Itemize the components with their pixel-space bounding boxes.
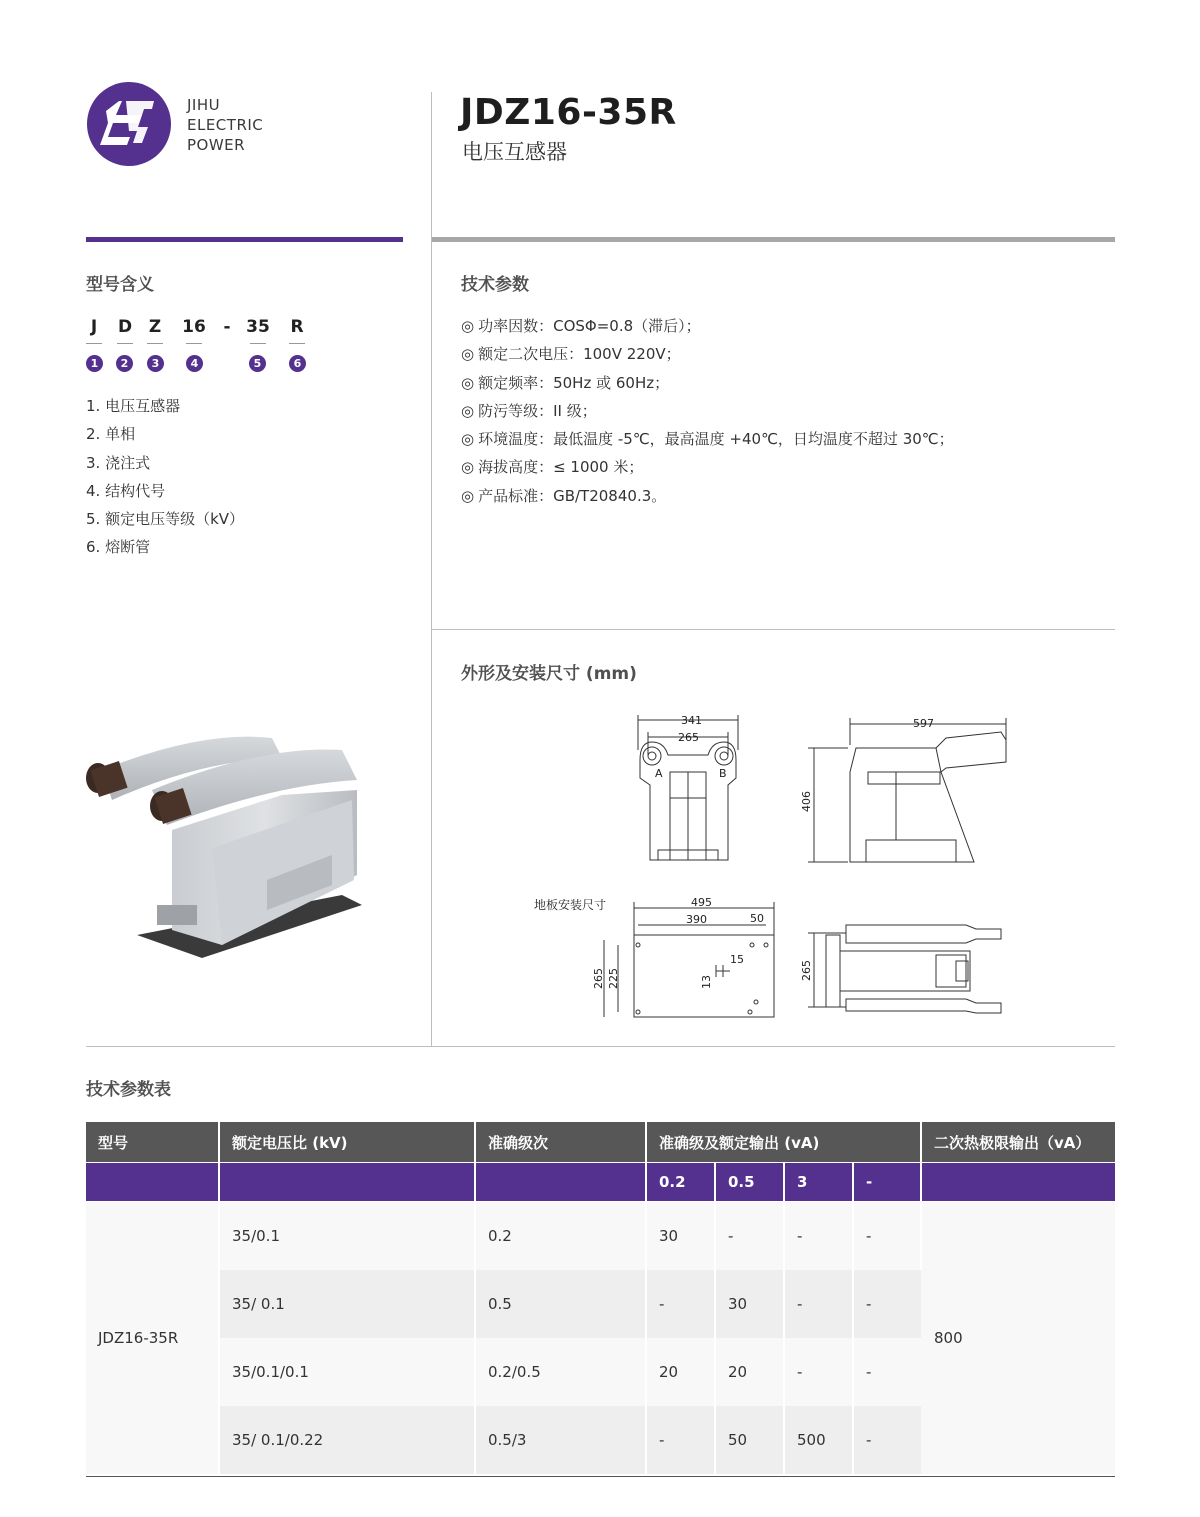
param-text: 额定频率：50Hz 或 60Hz； bbox=[478, 373, 670, 392]
code-tick bbox=[289, 343, 305, 344]
header-ratio: 额定电压比 (kV) bbox=[219, 1122, 475, 1163]
cell-thermal: 800 bbox=[921, 1202, 1115, 1475]
model-meaning-list bbox=[86, 395, 244, 565]
dim-side-height: 406 bbox=[800, 791, 813, 812]
brand-logo bbox=[86, 81, 172, 167]
subheader-0-2: 0.2 bbox=[646, 1163, 715, 1202]
cell-output: - bbox=[853, 1406, 921, 1474]
dim-floor-height: 265 bbox=[592, 968, 605, 989]
cell-class: 0.2 bbox=[475, 1202, 646, 1271]
cell-ratio: 35/0.1/0.1 bbox=[219, 1338, 475, 1406]
code-letter-6: R bbox=[290, 317, 304, 337]
table-header-row bbox=[86, 1122, 1115, 1163]
cell-output: - bbox=[853, 1338, 921, 1406]
cell-class: 0.2/0.5 bbox=[475, 1338, 646, 1406]
param-item bbox=[461, 315, 954, 343]
dim-front-inner: 265 bbox=[678, 731, 699, 744]
cell-ratio: 35/ 0.1 bbox=[219, 1270, 475, 1338]
product-photo bbox=[82, 730, 367, 965]
code-tick bbox=[186, 343, 202, 344]
section-divider bbox=[86, 1046, 1115, 1047]
code-tick bbox=[117, 343, 133, 344]
cell-class: 0.5 bbox=[475, 1270, 646, 1338]
param-text: 环境温度：最低温度 -5℃，最高温度 +40℃，日均温度不超过 30℃； bbox=[478, 430, 954, 449]
subheader-empty bbox=[921, 1163, 1115, 1202]
param-item bbox=[461, 428, 954, 456]
cell-output: - bbox=[784, 1338, 853, 1406]
cell-output: 50 bbox=[715, 1406, 784, 1474]
meaning-item: 1. 电压互感器 bbox=[86, 397, 181, 415]
bullet-icon: ◎ bbox=[461, 458, 475, 477]
param-text: 海拔高度：≤ 1000 米； bbox=[478, 458, 644, 477]
code-letter-5: 35 bbox=[246, 317, 270, 337]
code-letter-4: 16 bbox=[182, 317, 206, 337]
cell-output: 30 bbox=[715, 1270, 784, 1338]
dim-floor-edge: 50 bbox=[750, 912, 764, 925]
code-tick bbox=[147, 343, 163, 344]
dim-floor-total: 495 bbox=[691, 896, 712, 909]
dim-slot-width: 15 bbox=[730, 953, 744, 966]
dim-slot-height: 13 bbox=[700, 975, 713, 989]
meaning-item: 6. 熔断管 bbox=[86, 538, 151, 557]
dim-side-length: 597 bbox=[913, 717, 934, 730]
dim-top-width: 265 bbox=[800, 960, 813, 981]
code-letter-3: Z bbox=[148, 317, 162, 337]
cell-output: - bbox=[853, 1202, 921, 1271]
floor-mount-title: 地板安装尺寸 bbox=[534, 898, 607, 912]
param-text: 产品标准：GB/T20840.3。 bbox=[478, 486, 667, 505]
cell-class: 0.5/3 bbox=[475, 1406, 646, 1474]
param-item bbox=[461, 372, 954, 400]
cell-output: 20 bbox=[646, 1338, 715, 1406]
param-item bbox=[461, 485, 954, 513]
floor-mount-drawing bbox=[590, 895, 780, 1025]
cell-output: - bbox=[784, 1202, 853, 1271]
cell-output: 500 bbox=[784, 1406, 853, 1474]
subheader-empty bbox=[219, 1163, 475, 1202]
brand-name-line-1: JIHU bbox=[187, 96, 221, 114]
cell-output: - bbox=[646, 1270, 715, 1338]
cell-output: - bbox=[853, 1270, 921, 1338]
param-text: 防污等级：II 级； bbox=[478, 401, 597, 420]
dim-front-total: 341 bbox=[681, 714, 702, 727]
header-output: 准确级及额定输出 (vA) bbox=[646, 1122, 921, 1163]
code-letter-1: J bbox=[90, 317, 98, 337]
cell-output: 20 bbox=[715, 1338, 784, 1406]
table-bottom-rule bbox=[86, 1476, 1115, 1477]
model-meaning-title: 型号含义 bbox=[86, 275, 154, 295]
product-title: JDZ16-35R bbox=[460, 92, 677, 133]
code-badge-3: 3 bbox=[147, 355, 164, 372]
header-class: 准确级次 bbox=[475, 1122, 646, 1163]
cell-ratio: 35/ 0.1/0.22 bbox=[219, 1406, 475, 1474]
table-subheader-row bbox=[86, 1163, 1115, 1202]
cell-output: - bbox=[784, 1270, 853, 1338]
left-accent-bar bbox=[86, 237, 403, 242]
cell-output: 30 bbox=[646, 1202, 715, 1271]
right-accent-bar bbox=[432, 237, 1115, 242]
meaning-item: 2. 单相 bbox=[86, 425, 136, 444]
param-item bbox=[461, 400, 954, 428]
tech-params-title: 技术参数 bbox=[461, 275, 529, 295]
section-divider bbox=[432, 629, 1115, 630]
code-letter-dash: - bbox=[223, 317, 231, 337]
code-badge-6: 6 bbox=[289, 355, 306, 372]
top-view-drawing bbox=[796, 915, 1006, 1015]
bullet-icon: ◎ bbox=[461, 373, 475, 392]
param-item bbox=[461, 343, 954, 371]
product-subtitle: 电压互感器 bbox=[462, 140, 567, 164]
terminal-a-label: A bbox=[655, 767, 663, 780]
subheader-empty bbox=[86, 1163, 219, 1202]
meaning-item: 3. 浇注式 bbox=[86, 453, 151, 472]
spec-table-title: 技术参数表 bbox=[86, 1080, 171, 1100]
vertical-divider bbox=[431, 92, 432, 1047]
table-row bbox=[86, 1202, 1115, 1271]
code-letter-2: D bbox=[117, 317, 133, 337]
spec-table bbox=[86, 1122, 1115, 1474]
bullet-icon: ◎ bbox=[461, 345, 475, 364]
bullet-icon: ◎ bbox=[461, 401, 475, 420]
header-model: 型号 bbox=[86, 1122, 219, 1163]
cell-ratio: 35/0.1 bbox=[219, 1202, 475, 1271]
code-tick bbox=[250, 343, 266, 344]
code-badge-2: 2 bbox=[116, 355, 133, 372]
dim-floor-height-inner: 225 bbox=[607, 968, 620, 989]
header-thermal: 二次热极限输出（vA） bbox=[921, 1122, 1115, 1163]
dim-floor-inner: 390 bbox=[686, 913, 707, 926]
cell-output: - bbox=[715, 1202, 784, 1271]
param-item bbox=[461, 456, 954, 484]
bullet-icon: ◎ bbox=[461, 317, 475, 335]
param-text: 功率因数：COSΦ=0.8（滞后）； bbox=[478, 317, 701, 335]
meaning-item: 4. 结构代号 bbox=[86, 481, 166, 500]
subheader-dash: - bbox=[853, 1163, 921, 1202]
subheader-empty bbox=[475, 1163, 646, 1202]
dimensions-title: 外形及安装尺寸 (mm) bbox=[461, 664, 637, 684]
front-view-drawing bbox=[628, 710, 748, 870]
code-badge-4: 4 bbox=[186, 355, 203, 372]
subheader-3: 3 bbox=[784, 1163, 853, 1202]
bullet-icon: ◎ bbox=[461, 486, 475, 505]
tech-params-list bbox=[461, 315, 954, 513]
code-badge-1: 1 bbox=[86, 355, 103, 372]
code-badge-5: 5 bbox=[249, 355, 266, 372]
brand-name-line-3: POWER bbox=[187, 136, 246, 154]
param-text: 额定二次电压：100V 220V； bbox=[478, 345, 681, 364]
cell-model: JDZ16-35R bbox=[86, 1202, 219, 1475]
brand-name-line-2: ELECTRIC bbox=[187, 116, 264, 134]
side-view-drawing bbox=[796, 710, 1011, 870]
bullet-icon: ◎ bbox=[461, 430, 475, 449]
terminal-b-label: B bbox=[719, 767, 727, 780]
meaning-item: 5. 额定电压等级（kV） bbox=[86, 510, 245, 529]
cell-output: - bbox=[646, 1406, 715, 1474]
subheader-0-5: 0.5 bbox=[715, 1163, 784, 1202]
code-tick bbox=[86, 343, 102, 344]
